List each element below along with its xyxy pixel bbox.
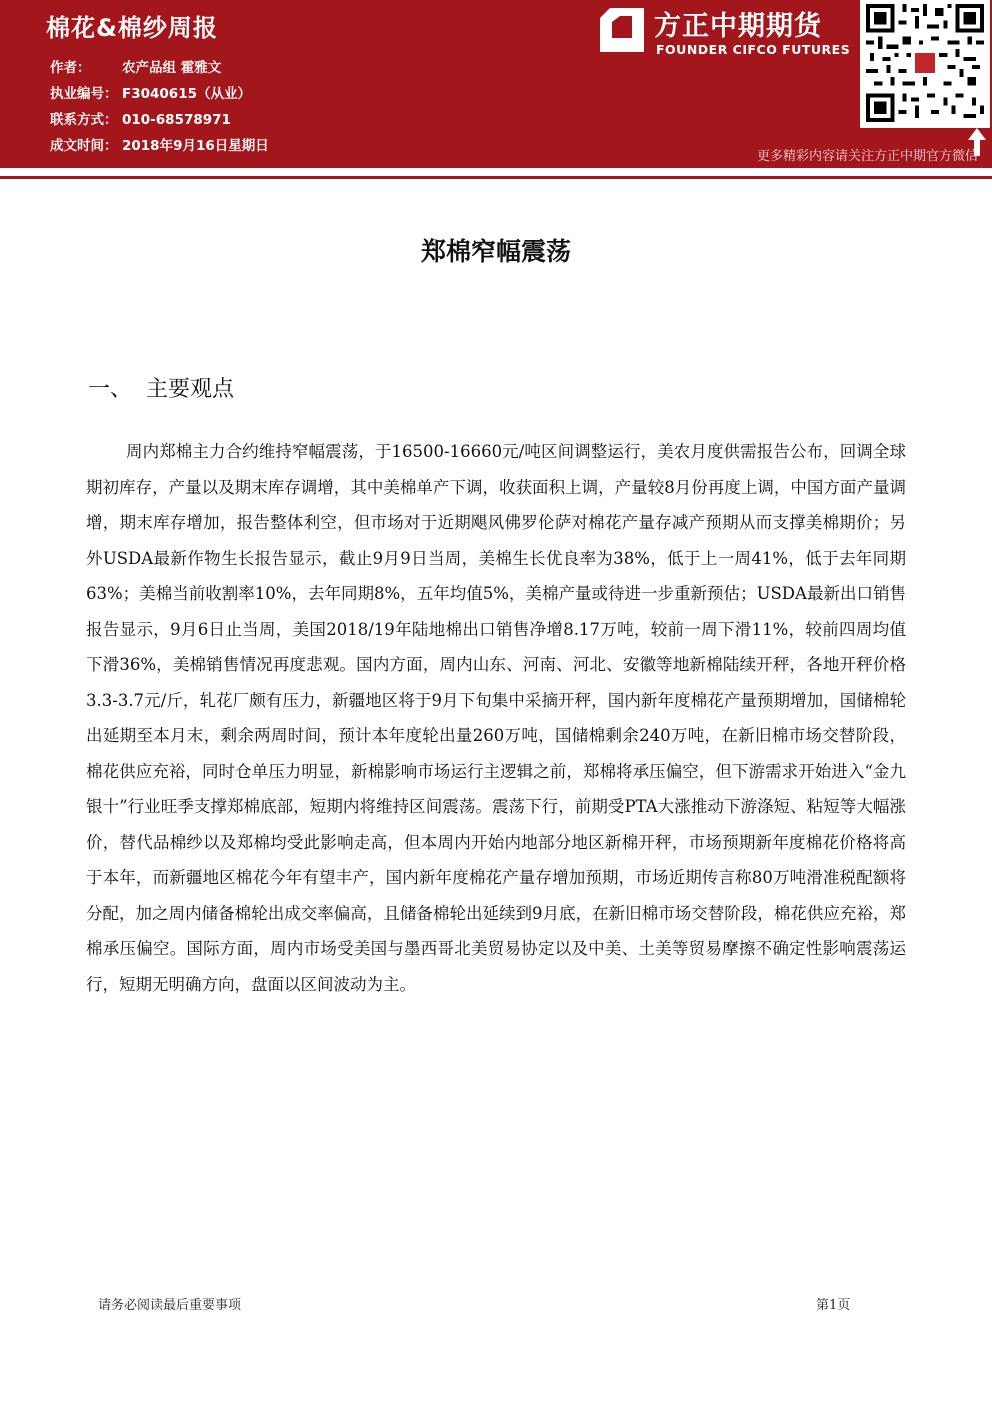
meta-value: F3040615（从业） [122,86,251,102]
report-type: 棉花&棉纱周报 [46,14,218,42]
meta-value: 农产品组 霍雅文 [122,60,222,76]
header-divider [0,176,992,179]
section-title: 主要观点 [146,377,235,402]
qr-code-icon [860,0,990,128]
meta-date [50,134,269,154]
meta-contact [50,108,231,128]
report-header [0,0,992,168]
meta-license [50,82,251,102]
meta-value: 2018年9月16日星期日 [122,138,269,154]
section-heading [88,372,234,403]
logo-text-cn: 方正中期期货 [654,11,822,42]
footer-notice: 请务必阅读最后重要事项 [98,1298,242,1313]
logo-text-en: FOUNDER CIFCO FUTURES [656,42,851,57]
main-paragraph: 周内郑棉主力合约维持窄幅震荡，于16500-16660元/吨区间调整运行，美农月度供需报告公布，回调全球期初库存，产量以及期末库存调增，其中美棉单产下调，收获面积上调，产量较8月份再度上调，中国方面产量调增，期末库存增加，报告整体利空，但市场对于近期飓风佛罗伦萨对棉花产量存减产预期从而支撑美棉期价；另外USDA最新作物生长报告显示，截止9月9日当周，美棉生长优良率为38%，低于上一周41%，低于去年同期63%；美棉当前收割率10%，去年同期8%，五年均值5%，美棉产量或待进一步重新预估；USDA最新出口销售报告显示，9月6日止当周，美国2018/19年陆地棉出口销售净增8.17万吨，较前一周下滑11%，较前四周均值下滑36%，美棉销售情况再度悲观。国内方面，周内山东、河南、河北、安徽等地新棉陆续开秤，各地开秤价格3.3-3.7元/斤，轧花厂颇有压力，新疆地区将于9月下旬集中采摘开秤，国内新年度棉花产量预期增加，国储棉轮出延期至本月末，剩余两周时间，预计本年度轮出量260万吨，国储棉剩余240万吨，在新旧棉市场交替阶段，棉花供应充裕，同时仓单压力明显，新棉影响市场运行主逻辑之前，郑棉将承压偏空，但下游需求开始进入“金九银十”行业旺季支撑郑棉底部，短期内将维持区间震荡。震荡下行，前期受PTA大涨推动下游涤短、粘短等大幅涨价，替代品棉纱以及郑棉均受此影响走高，但本周内开始内地部分地区新棉开秤，市场预期新年度棉花价格将高于本年，而新疆地区棉花今年有望丰产，国内新年度棉花产量存增加预期，市场近期传言称80万吨滑准税配额将分配，加之周内储备棉轮出成交率偏高，且储备棉轮出延续到9月底，在新旧棉市场交替阶段，棉花供应充裕，郑棉承压偏空。国际方面，周内市场受美国与墨西哥北美贸易协定以及中美、土美等贸易摩擦不确定性影响震荡运行，短期无明确方向，盘面以区间波动为主。 [86,442,906,994]
wechat-follow-note: 更多精彩内容请关注方正中期官方微信 [756,149,978,164]
document-title: 郑棉窄幅震荡 [420,237,571,266]
section-number: 一、 [88,377,133,402]
page-number: 第1页 [816,1298,851,1313]
meta-author [50,56,221,76]
meta-label: 成文时间： [50,138,118,154]
meta-label: 执业编号： [50,86,118,102]
logo-mark-icon [600,8,644,52]
company-logo [596,4,856,60]
meta-label: 联系方式： [50,112,118,128]
meta-label: 作者： [50,60,91,76]
meta-value: 010-68578971 [122,112,231,128]
